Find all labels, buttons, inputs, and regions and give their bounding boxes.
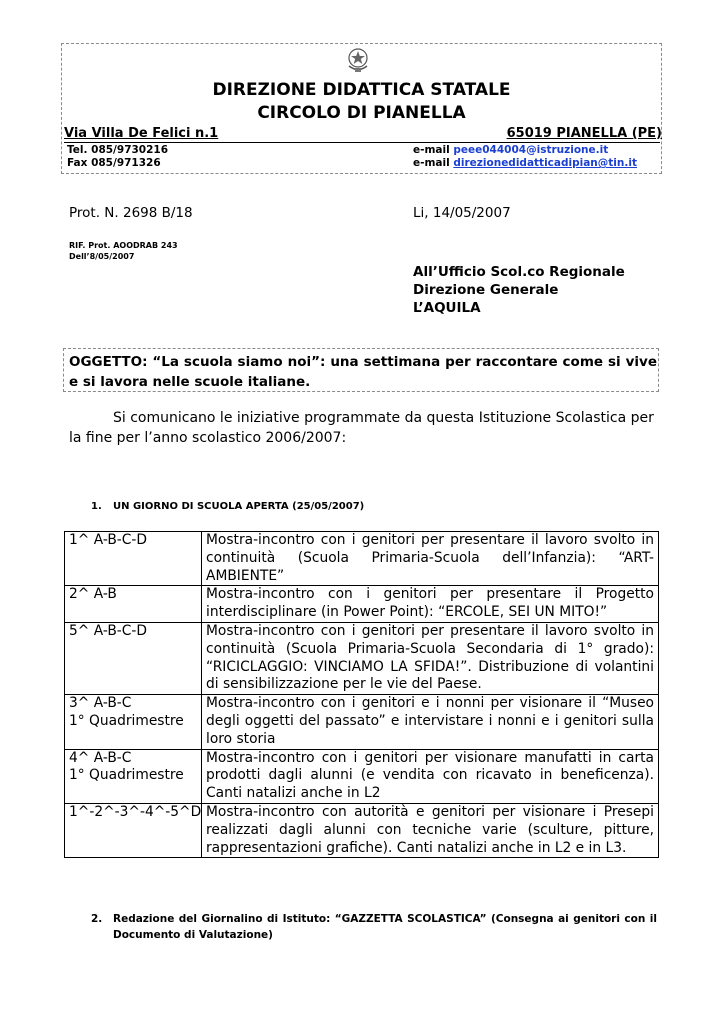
table-row [65,532,659,586]
activities-table [64,531,659,858]
email-label: e-mail [413,144,450,156]
class-cell [65,695,202,749]
fax: Fax 085/971326 [67,157,161,169]
class-label: 1° Quadrimestre [69,712,184,729]
activity-description: Mostra-incontro con i genitori e i nonni per visionare il “Museo degli oggetti del passato” e intervistare i nonni e i genitori sulla loro storia [202,695,659,749]
class-cell [65,803,202,857]
section-1-heading: UN GIORNO DI SCUOLA APERTA (25/05/2007) [113,501,365,512]
section-2-text: Redazione del Giornalino di Istituto: “GAZZETTA SCOLASTICA” (Consegna ai genitori con il Documento di Valutazione) [113,913,657,941]
activity-description: Mostra-incontro con i genitori per presentare il lavoro svolto in continuità (Scuola Primaria-Scuola Secondaria di 1° grado): “RICICLAGGIO: VINCIAMO LA SFIDA!”. Distribuzione di volantini di sensibilizzazione per le vie del Paese. [202,622,659,694]
table-row [65,749,659,803]
email-link-1[interactable]: peee044004@istruzione.it [453,144,609,156]
email-row-1 [413,144,608,156]
class-label: 3^ A-B-C [69,695,132,712]
activity-description: Mostra-incontro con autorità e genitori per visionare i Presepi realizzati dagli alunni con tecniche varie (sculture, pitture, rappresentazioni grafiche). Canti natalizi anche in L2 e in L3. [202,803,659,857]
school-title: DIREZIONE DIDATTICA STATALE [212,80,511,100]
email-row-2 [413,157,637,169]
section-2-number: 2. [91,913,103,925]
reference-line-2: Dell’8/05/2007 [69,252,135,261]
class-label: 1^-2^-3^-4^-5^D [69,803,202,820]
recipient-line-1: All’Ufficio Scol.co Regionale [413,264,625,280]
class-cell [65,622,202,694]
activity-description: Mostra-incontro con i genitori per visionare manufatti in carta prodotti dagli alunni (e vendita con ricavato in beneficenza). Canti natalizi anche in L2 [202,749,659,803]
class-label: 1^ A-B-C-D [69,532,148,548]
email-label: e-mail [413,157,450,169]
recipient-line-3: L’AQUILA [413,300,481,316]
class-label: 1° Quadrimestre [69,767,184,784]
address: Via Villa De Felici n.1 [64,126,219,141]
table-row [65,622,659,694]
email-link-2[interactable]: direzionedidatticadipian@tin.it [453,157,637,169]
place-date: Li, 14/05/2007 [413,205,511,221]
class-label: 5^ A-B-C-D [69,622,148,639]
class-cell [65,586,202,623]
section-1-number: 1. [91,501,102,512]
subject: OGGETTO: “La scuola siamo noi”: una settimana per raccontare come si vive e si lavora nelle scuole italiane. [69,354,657,390]
letterhead-divider [64,142,660,143]
address-row [64,126,662,141]
italian-republic-emblem-icon [345,46,371,74]
protocol-number: Prot. N. 2698 B/18 [69,205,193,221]
telephone: Tel. 085/9730216 [67,144,169,156]
reference-line-1: RIF. Prot. AOODRAB 243 [69,241,178,250]
table-row [65,586,659,623]
class-cell [65,532,202,586]
city: 65019 PIANELLA (PE) [506,126,662,141]
class-label: 4^ A-B-C [69,749,132,766]
table-row [65,695,659,749]
activity-description: Mostra-incontro con i genitori per presentare il Progetto interdisciplinare (in Power Point): “ERCOLE, SEI UN MITO!” [202,586,659,623]
class-label: 2^ A-B [69,586,117,603]
intro-line-1: Si comunicano le iniziative programmate da questa Istituzione Scolastica per [113,410,654,426]
activity-description: Mostra-incontro con i genitori per presentare il lavoro svolto in continuità (Scuola Primaria-Scuola dell’Infanzia): “ART-AMBIENTE” [202,532,659,586]
activities-table-body [65,532,659,858]
school-subtitle: CIRCOLO DI PIANELLA [257,103,466,123]
recipient-line-2: Direzione Generale [413,282,559,298]
class-cell [65,749,202,803]
table-row [65,803,659,857]
intro-line-2: la fine per l’anno scolastico 2006/2007: [69,430,347,446]
